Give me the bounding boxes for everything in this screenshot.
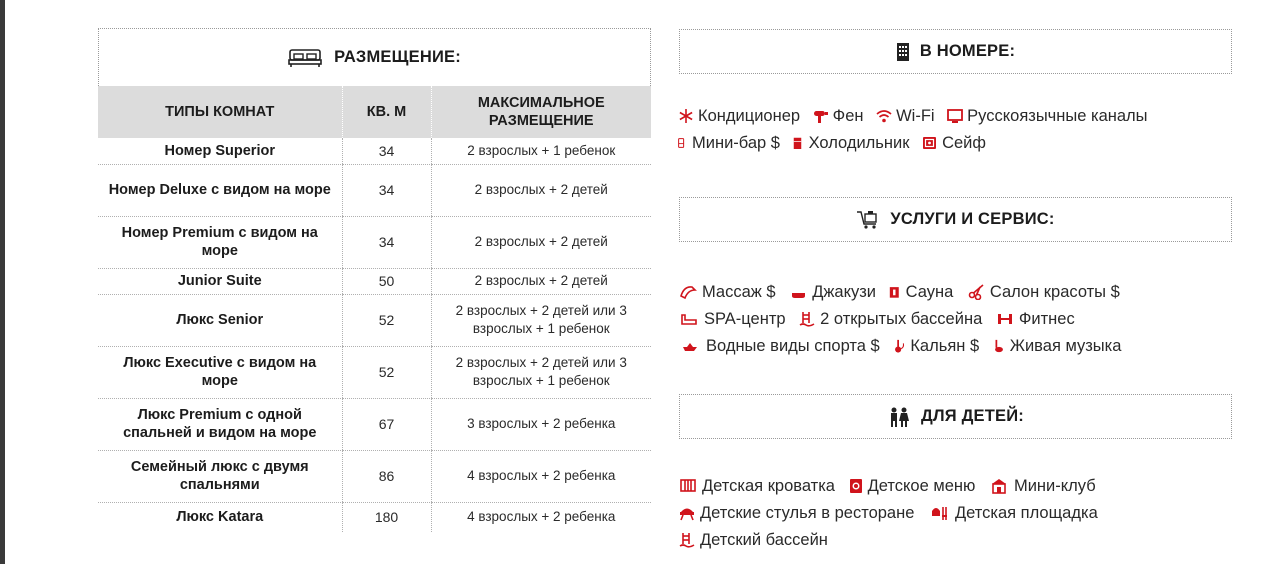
- service-item: Кальян $: [892, 334, 979, 358]
- snowflake-icon: [678, 108, 694, 124]
- table-header-row: [98, 86, 651, 138]
- room-occupancy: 2 взрослых + 1 ребенок: [431, 138, 651, 164]
- kids-pool-icon: [678, 532, 696, 548]
- room-sqm: 50: [342, 268, 431, 294]
- table-row: [98, 398, 651, 450]
- boat-icon: [678, 338, 702, 354]
- accommodation-title: РАЗМЕЩЕНИЕ:: [334, 48, 461, 66]
- table-row: [98, 294, 651, 346]
- kids-item: Детские стулья в ресторане: [678, 501, 914, 525]
- spa-icon: [678, 311, 700, 327]
- kids-list: [678, 474, 1248, 555]
- room-name: Люкс Katara: [176, 509, 264, 526]
- room-occupancy: 4 взрослых + 2 ребенка: [431, 450, 651, 502]
- amenity-item: Wi-Fi: [876, 104, 934, 128]
- service-cart-icon: [856, 210, 880, 230]
- room-occupancy: 2 взрослых + 2 детей: [431, 268, 651, 294]
- services-list: [678, 280, 1248, 361]
- hookah-icon: [892, 338, 906, 354]
- column-header-room-type: ТИПЫ КОМНАТ: [98, 86, 342, 138]
- column-header-max-occupancy: МАКСИМАЛЬНОЕ РАЗМЕЩЕНИЕ: [431, 86, 651, 138]
- table-row: [98, 164, 651, 216]
- room-sqm: 34: [342, 216, 431, 268]
- amenity-item: Фен: [813, 104, 864, 128]
- music-icon: [992, 338, 1006, 354]
- hairdryer-icon: [813, 108, 829, 124]
- pool-icon: [798, 311, 816, 327]
- wifi-icon: [876, 108, 892, 124]
- kids-item: Детское меню: [848, 474, 976, 498]
- service-item: Салон красоты $: [966, 280, 1120, 304]
- in-room-amenities: [678, 104, 1248, 158]
- room-sqm: 34: [342, 164, 431, 216]
- service-item: Живая музыка: [992, 334, 1122, 358]
- service-item: Фитнес: [995, 307, 1075, 331]
- room-name: Люкс Senior: [98, 294, 342, 346]
- service-item: Массаж $: [678, 280, 776, 304]
- table-row: [98, 268, 651, 294]
- room-sqm: 86: [342, 450, 431, 502]
- accommodation-section: [98, 28, 651, 532]
- family-icon: [887, 407, 911, 427]
- amenity-item: Мини-бар $: [678, 131, 780, 155]
- minibar-icon: [678, 135, 688, 151]
- room-occupancy: 2 взрослых + 2 детей или 3 взрослых + 1 ребенок: [431, 294, 651, 346]
- scissors-icon: [966, 284, 986, 300]
- room-name: Номер Premium с видом на море: [98, 216, 342, 268]
- room-sqm: 34: [342, 138, 431, 164]
- room-sqm: 180: [342, 502, 431, 532]
- safe-icon: [922, 135, 938, 151]
- service-item: Водные виды спорта $: [678, 334, 880, 358]
- massage-icon: [678, 284, 698, 300]
- amenity-item: Русскоязычные каналы: [947, 104, 1147, 128]
- fridge-icon: [793, 135, 805, 151]
- bed-icon: [288, 48, 322, 68]
- playground-icon: [927, 505, 951, 521]
- room-sqm: 52: [342, 346, 431, 398]
- kids-title-box: [679, 394, 1232, 439]
- services-title: УСЛУГИ И СЕРВИС:: [890, 210, 1055, 228]
- kids-item: Мини-клуб: [988, 474, 1096, 498]
- room-name: Junior Suite: [98, 268, 342, 294]
- table-row: [98, 346, 651, 398]
- kids-item: Детская кроватка: [678, 474, 835, 498]
- kids-menu-icon: [848, 478, 864, 494]
- table-row: [98, 502, 651, 532]
- sauna-icon: [889, 284, 902, 300]
- room-sqm: 67: [342, 398, 431, 450]
- room-name: Семейный люкс с двумя спальнями: [98, 450, 342, 502]
- high-chair-icon: [678, 505, 696, 521]
- room-name: Номер Superior: [98, 138, 342, 164]
- services-title-box: [679, 197, 1232, 242]
- service-item: Джакузи: [788, 280, 876, 304]
- miniclub-icon: [988, 478, 1010, 494]
- table-row: [98, 450, 651, 502]
- service-item: Сауна: [889, 280, 954, 304]
- room-name: Люкс Premium с одной спальней и видом на море: [98, 398, 342, 450]
- crib-icon: [678, 478, 698, 494]
- room-occupancy: 3 взрослых + 2 ребенка: [431, 398, 651, 450]
- accommodation-title-box: [98, 28, 651, 86]
- dumbbell-icon: [995, 311, 1015, 327]
- kids-item: Детский бассейн: [678, 528, 828, 552]
- service-item: SPA-центр: [678, 307, 786, 331]
- kids-item: Детская площадка: [927, 501, 1098, 525]
- room-occupancy: 2 взрослых + 2 детей: [431, 216, 651, 268]
- jacuzzi-icon: [788, 284, 808, 300]
- column-header-sqm: КВ. М: [342, 86, 431, 138]
- service-item: 2 открытых бассейна: [798, 307, 982, 331]
- room-occupancy: 2 взрослых + 2 детей: [431, 164, 651, 216]
- amenity-item: Холодильник: [793, 131, 910, 155]
- room-name: Люкс Executive с видом на море: [98, 346, 342, 398]
- amenity-item: Кондиционер: [678, 104, 800, 128]
- room-sqm: 52: [342, 294, 431, 346]
- table-row: [98, 216, 651, 268]
- table-row: [98, 138, 651, 164]
- in-room-title-box: [679, 29, 1232, 74]
- room-name: Номер Deluxe с видом на море: [98, 164, 342, 216]
- amenity-item: Сейф: [922, 131, 986, 155]
- kids-title: ДЛЯ ДЕТЕЙ:: [921, 407, 1024, 425]
- building-icon: [896, 42, 910, 62]
- room-occupancy: 4 взрослых + 2 ребенка: [431, 502, 651, 532]
- room-occupancy: 2 взрослых + 2 детей или 3 взрослых + 1 ребенок: [431, 346, 651, 398]
- rooms-table: [98, 86, 651, 532]
- tv-icon: [947, 108, 963, 124]
- in-room-title: В НОМЕРЕ:: [919, 42, 1016, 60]
- page-edge-bar: [0, 0, 5, 564]
